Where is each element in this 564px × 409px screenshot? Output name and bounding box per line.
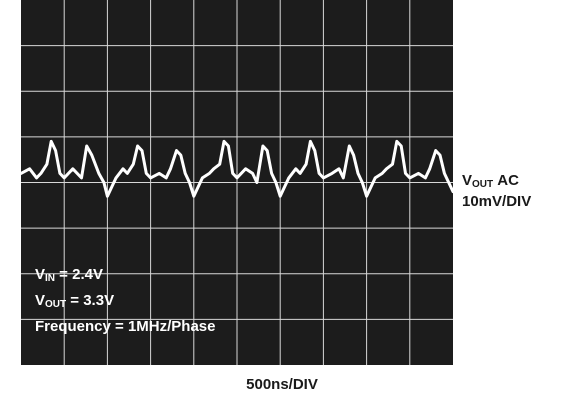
channel-scale: [462, 193, 531, 211]
vin-value: = 2.4V: [55, 266, 103, 283]
oscilloscope-screen: [21, 0, 453, 365]
vout-annotation: [35, 292, 114, 314]
vin-main: V: [35, 266, 46, 283]
vin-annotation: [35, 266, 103, 288]
channel-sub: OUT: [472, 179, 494, 190]
vout-main: V: [35, 292, 46, 309]
channel-label: [462, 172, 519, 194]
vout-value: = 3.3V: [66, 292, 115, 309]
frequency-annotation: [35, 318, 215, 336]
frequency-text: Frequency = 1MHz/Phase: [35, 318, 216, 335]
channel-suffix: AC: [497, 172, 519, 189]
channel-scale-text: 10mV/DIV: [462, 193, 532, 210]
channel-main: V: [462, 172, 473, 189]
x-axis-label: 500ns/DIV: [246, 376, 318, 393]
vout-sub: OUT: [45, 299, 67, 310]
vin-sub: IN: [45, 273, 56, 284]
